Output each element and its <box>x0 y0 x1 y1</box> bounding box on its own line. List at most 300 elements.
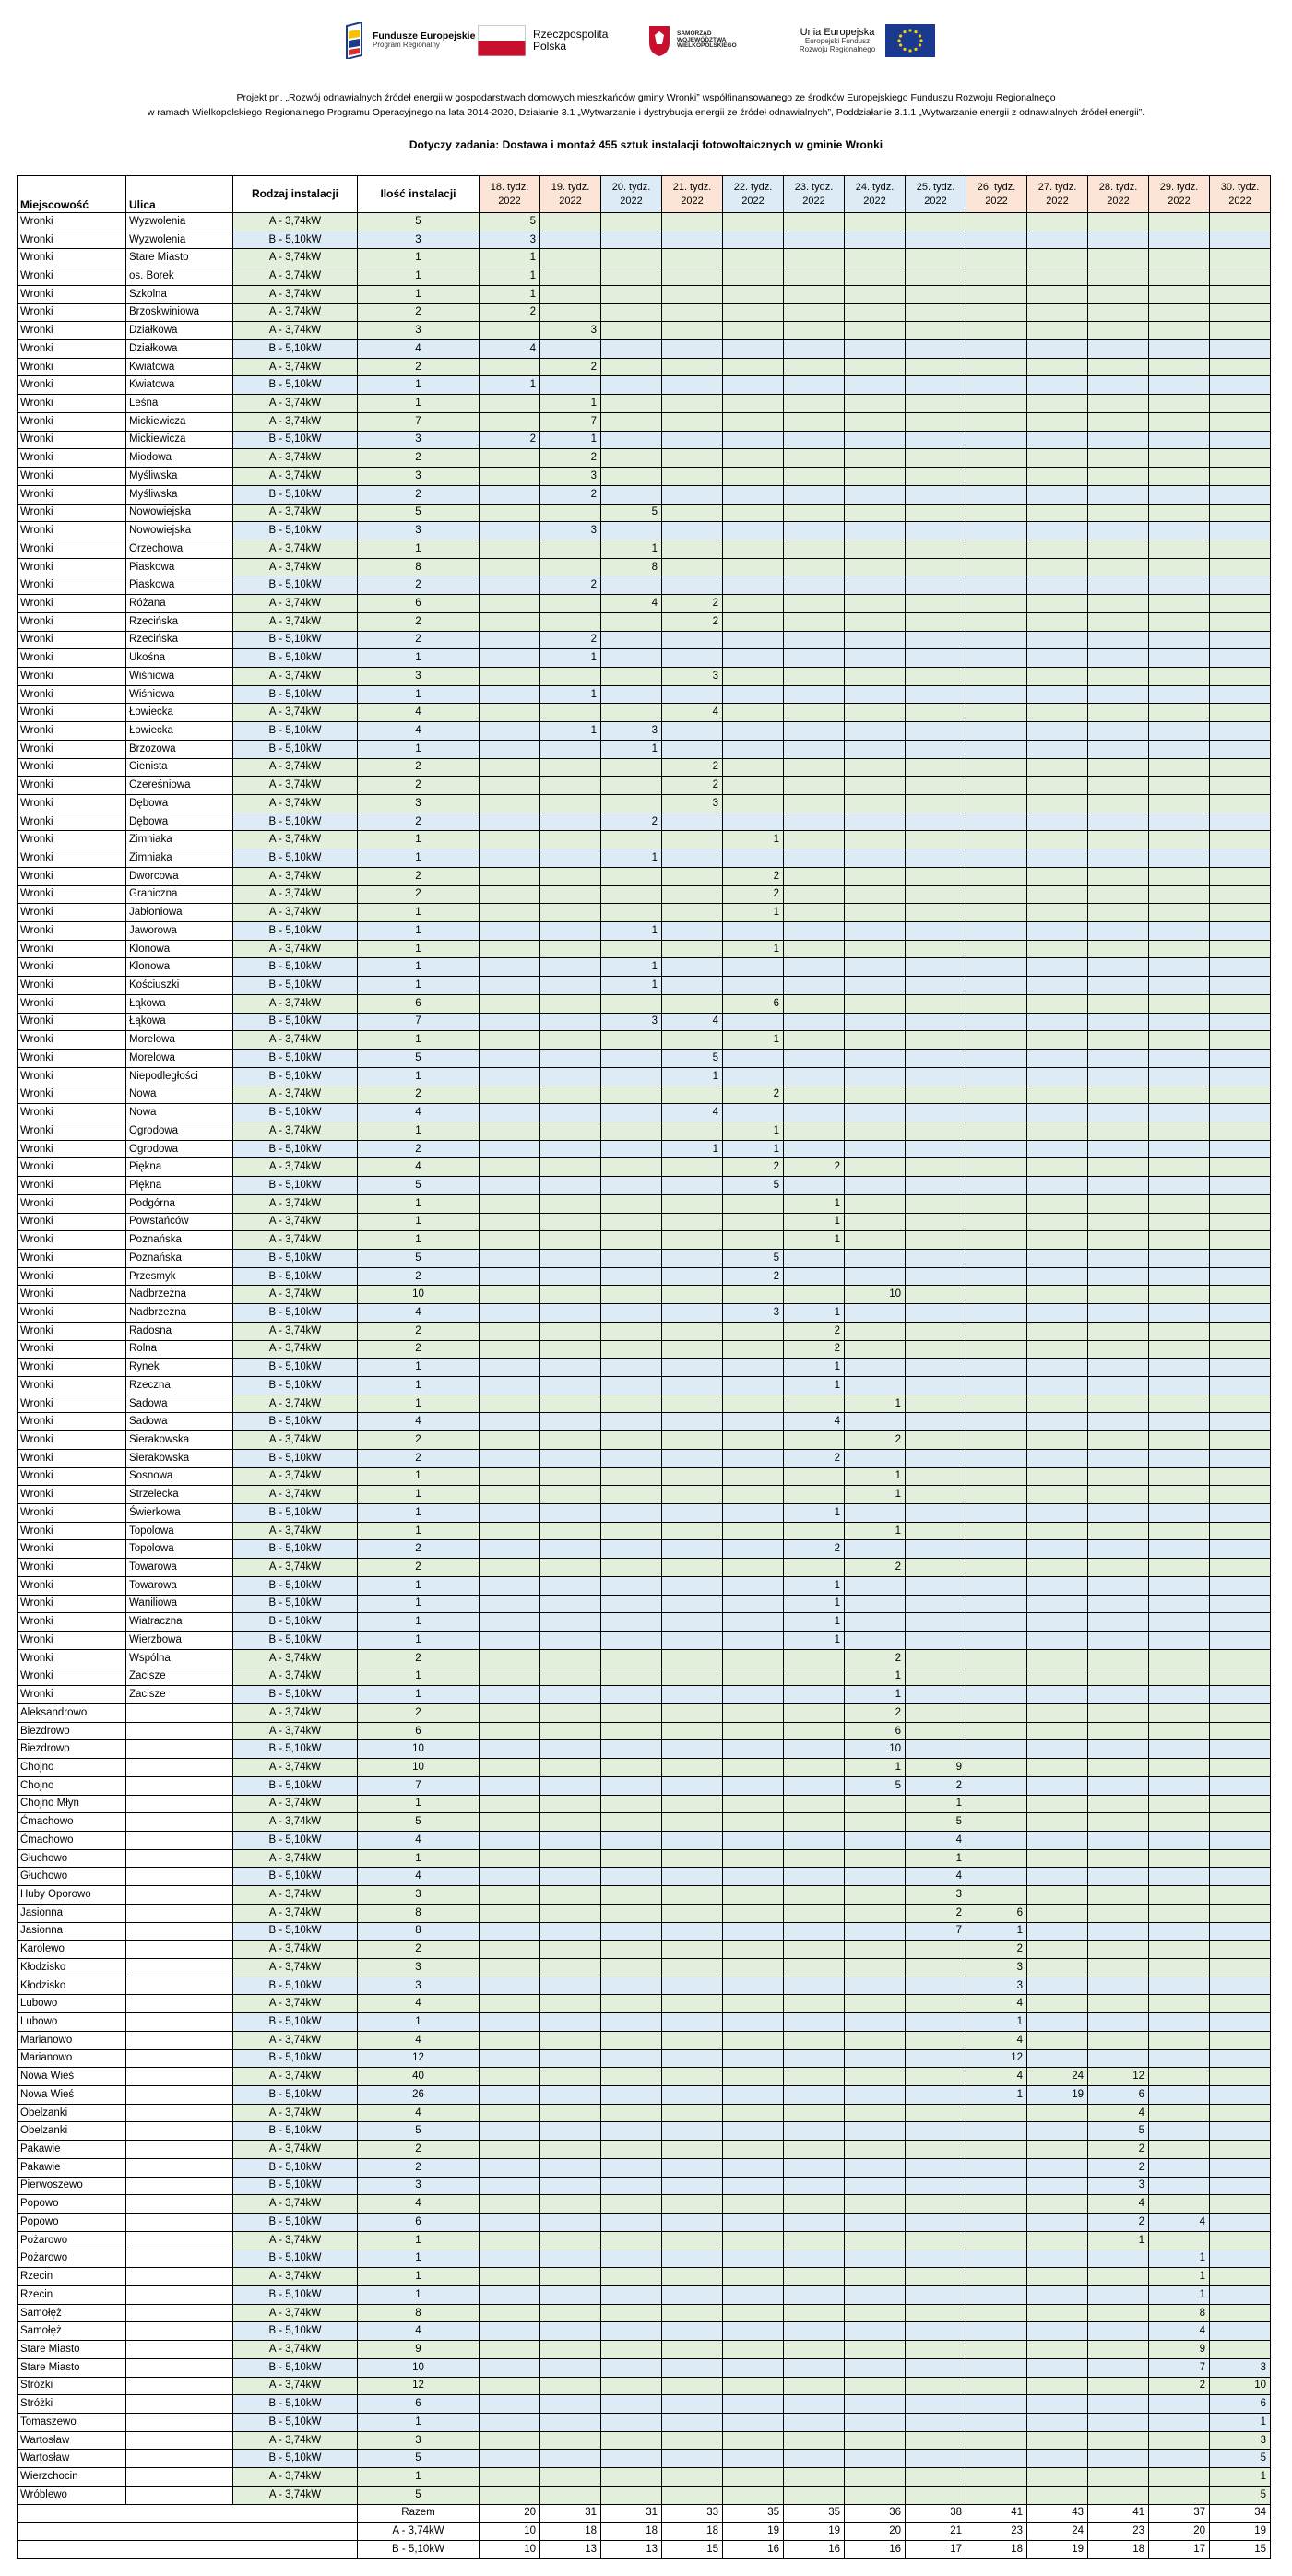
cell-town: Wartosław <box>18 2431 126 2450</box>
cell-week-value <box>601 1449 662 1467</box>
cell-week-value <box>601 1886 662 1905</box>
cell-week-value: 3 <box>480 231 540 249</box>
logo-title: Fundusze Europejskie <box>373 30 476 42</box>
cell-qty: 5 <box>358 2486 480 2504</box>
cell-week-value <box>906 340 966 359</box>
cell-week-value <box>966 1050 1027 1068</box>
cell-week-value <box>906 303 966 322</box>
cell-week-value <box>540 2158 601 2177</box>
cell-week-value <box>723 1050 784 1068</box>
cell-street <box>126 1904 233 1922</box>
table-row <box>18 795 1271 813</box>
table-row <box>18 849 1271 868</box>
cell-week-value: 1 <box>906 1795 966 1813</box>
cell-week-value <box>966 831 1027 849</box>
cell-week-value <box>723 2377 784 2395</box>
cell-week-value <box>723 504 784 522</box>
cell-week-value <box>723 1668 784 1686</box>
cell-week-value <box>966 431 1027 449</box>
cell-week-value: 1 <box>845 1467 906 1486</box>
header-week: 28. tydz. 2022 <box>1088 176 1149 213</box>
cell-week-value <box>966 1213 1027 1231</box>
cell-week-value <box>845 1177 906 1195</box>
cell-week-value: 2 <box>601 813 662 831</box>
cell-week-value <box>906 595 966 613</box>
cell-week-value <box>966 1632 1027 1650</box>
cell-week-value <box>1149 2158 1210 2177</box>
cell-week-value <box>1088 1104 1149 1122</box>
cell-qty: 3 <box>358 1886 480 1905</box>
cell-street: Łowiecka <box>126 704 233 722</box>
cell-week-value <box>1210 468 1271 486</box>
cell-week-value <box>1149 631 1210 649</box>
cell-week-value <box>845 485 906 504</box>
cell-town: Stróżki <box>18 2395 126 2414</box>
cell-week-value <box>601 1776 662 1795</box>
cell-week-value <box>723 1540 784 1559</box>
cell-week-value <box>1088 2250 1149 2268</box>
cell-qty: 4 <box>358 722 480 741</box>
cell-week-value <box>906 1158 966 1177</box>
cell-week-value <box>1210 904 1271 922</box>
cell-week-value <box>540 1431 601 1450</box>
cell-week-value <box>1088 322 1149 340</box>
cell-street: Morelowa <box>126 1050 233 1068</box>
cell-week-value <box>662 213 723 231</box>
cell-week-value: 2 <box>1149 2377 1210 2395</box>
cell-town: Wronki <box>18 376 126 395</box>
cell-week-value <box>906 1649 966 1668</box>
cell-type: B - 5,10kW <box>233 1922 358 1941</box>
cell-type: A - 3,74kW <box>233 1886 358 1905</box>
cell-week-value <box>723 1904 784 1922</box>
cell-street <box>126 2450 233 2468</box>
cell-week-value <box>906 1540 966 1559</box>
table-row <box>18 1486 1271 1504</box>
cell-week-value <box>906 1467 966 1486</box>
cell-week-value <box>723 1104 784 1122</box>
cell-week-value <box>1149 2122 1210 2141</box>
cell-week-value <box>601 1158 662 1177</box>
cell-week-value <box>540 1031 601 1050</box>
cell-week-value <box>480 2031 540 2049</box>
cell-week-value <box>1027 1649 1088 1668</box>
cell-street <box>126 1703 233 1722</box>
cell-week-value <box>540 1559 601 1577</box>
cell-week-value <box>784 231 845 249</box>
cell-week-value <box>662 1559 723 1577</box>
cell-week-value <box>540 1286 601 1304</box>
cell-week-value <box>1088 1759 1149 1777</box>
cell-week-value <box>1210 358 1271 376</box>
cell-street: Leśna <box>126 395 233 413</box>
cell-week-value <box>1210 940 1271 958</box>
cell-week-value <box>540 1722 601 1740</box>
cell-week-value: 1 <box>1210 2413 1271 2431</box>
table-row <box>18 2285 1271 2304</box>
cell-week-value <box>1088 1013 1149 1031</box>
cell-week-value <box>662 1540 723 1559</box>
cell-week-value <box>723 612 784 631</box>
cell-type: A - 3,74kW <box>233 2341 358 2359</box>
cell-week-value <box>1210 1959 1271 1977</box>
cell-town: Wronki <box>18 1522 126 1540</box>
cell-town: Wronki <box>18 1231 126 1250</box>
cell-week-value <box>1210 1759 1271 1777</box>
cell-week-value <box>1210 267 1271 286</box>
summary-row <box>18 2541 1271 2559</box>
cell-qty: 6 <box>358 595 480 613</box>
cell-street: Rolna <box>126 1340 233 1359</box>
cell-week-value <box>1149 1086 1210 1104</box>
cell-week-value <box>480 1486 540 1504</box>
cell-week-value <box>540 940 601 958</box>
cell-week-value <box>480 849 540 868</box>
summary-week-value: 20 <box>480 2504 540 2523</box>
cell-week-value <box>1088 2486 1149 2504</box>
cell-week-value <box>784 758 845 777</box>
cell-week-value <box>540 285 601 303</box>
cell-type: A - 3,74kW <box>233 1959 358 1977</box>
cell-week-value <box>601 1632 662 1650</box>
cell-town: Kłodzisko <box>18 1977 126 1995</box>
cell-week-value: 2 <box>723 1267 784 1286</box>
cell-week-value <box>1027 740 1088 758</box>
cell-street <box>126 2049 233 2068</box>
cell-week-value <box>1149 2395 1210 2414</box>
table-row <box>18 2431 1271 2450</box>
cell-week-value <box>601 2214 662 2232</box>
cell-week-value: 12 <box>1088 2068 1149 2086</box>
cell-week-value <box>480 1522 540 1540</box>
cell-week-value <box>966 1759 1027 1777</box>
cell-week-value <box>1088 2413 1149 2431</box>
cell-type: A - 3,74kW <box>233 1122 358 1140</box>
cell-town: Wronki <box>18 249 126 267</box>
table-row <box>18 1267 1271 1286</box>
cell-week-value <box>966 1304 1027 1323</box>
cell-week-value <box>540 1922 601 1941</box>
cell-week-value <box>1088 358 1149 376</box>
cell-type: A - 3,74kW <box>233 1194 358 1213</box>
cell-street <box>126 2468 233 2487</box>
cell-week-value <box>1027 2486 1088 2504</box>
cell-week-value <box>540 1540 601 1559</box>
cell-week-value <box>1027 1140 1088 1158</box>
cell-week-value <box>480 449 540 468</box>
cell-week-value <box>662 2322 723 2341</box>
cell-week-value <box>1088 1304 1149 1323</box>
cell-week-value <box>601 1941 662 1959</box>
cell-week-value <box>784 1849 845 1868</box>
cell-week-value <box>1088 1977 1149 1995</box>
cell-type: B - 5,10kW <box>233 2177 358 2195</box>
cell-week-value: 3 <box>1210 2431 1271 2450</box>
cell-week-value <box>723 1795 784 1813</box>
cell-week-value <box>601 1540 662 1559</box>
cell-week-value <box>966 504 1027 522</box>
cell-week-value <box>1088 867 1149 885</box>
cell-week-value <box>1088 395 1149 413</box>
cell-week-value <box>480 2013 540 2032</box>
cell-week-value: 4 <box>784 1413 845 1431</box>
cell-week-value <box>480 1703 540 1722</box>
cell-week-value <box>966 649 1027 668</box>
cell-week-value <box>480 1904 540 1922</box>
cell-week-value <box>845 1995 906 2013</box>
cell-type: B - 5,10kW <box>233 1050 358 1068</box>
cell-type: B - 5,10kW <box>233 1613 358 1632</box>
cell-qty: 7 <box>358 1013 480 1031</box>
cell-week-value <box>723 2250 784 2268</box>
cell-week-value: 1 <box>845 1395 906 1413</box>
cell-week-value <box>966 1177 1027 1195</box>
cell-week-value <box>966 958 1027 977</box>
cell-week-value <box>784 303 845 322</box>
cell-week-value <box>784 576 845 595</box>
cell-type: A - 3,74kW <box>233 777 358 795</box>
table-row <box>18 2104 1271 2122</box>
cell-week-value <box>966 1449 1027 1467</box>
cell-week-value <box>1210 922 1271 941</box>
cell-week-value <box>1210 522 1271 540</box>
cell-week-value <box>1088 1740 1149 1759</box>
cell-week-value <box>1210 1467 1271 1486</box>
cell-qty: 1 <box>358 1031 480 1050</box>
cell-week-value <box>845 2285 906 2304</box>
cell-week-value <box>540 612 601 631</box>
cell-week-value <box>784 2250 845 2268</box>
cell-week-value <box>662 1977 723 1995</box>
cell-week-value <box>906 1504 966 1523</box>
cell-town: Marianowo <box>18 2031 126 2049</box>
cell-week-value <box>966 722 1027 741</box>
cell-week-value <box>601 2358 662 2377</box>
cell-town: Chojno <box>18 1776 126 1795</box>
cell-week-value <box>1088 1213 1149 1231</box>
cell-street <box>126 2268 233 2286</box>
cell-week-value <box>784 904 845 922</box>
cell-type: A - 3,74kW <box>233 2068 358 2086</box>
table-row <box>18 1449 1271 1467</box>
table-row <box>18 1304 1271 1323</box>
table-row <box>18 740 1271 758</box>
cell-street <box>126 2122 233 2141</box>
cell-type: A - 3,74kW <box>233 468 358 486</box>
cell-town: Wronki <box>18 831 126 849</box>
cell-week-value <box>1149 1067 1210 1086</box>
cell-week-value <box>1149 1304 1210 1323</box>
cell-qty: 2 <box>358 813 480 831</box>
cell-week-value <box>723 1613 784 1632</box>
cell-week-value <box>1149 1377 1210 1395</box>
cell-street: Nowowiejska <box>126 522 233 540</box>
cell-week-value <box>845 2141 906 2159</box>
cell-week-value <box>662 885 723 904</box>
cell-week-value <box>1149 231 1210 249</box>
cell-week-value <box>540 1140 601 1158</box>
cell-week-value <box>480 2141 540 2159</box>
cell-week-value <box>1088 1795 1149 1813</box>
cell-week-value <box>1088 1632 1149 1650</box>
cell-week-value <box>906 1194 966 1213</box>
cell-week-value: 2 <box>723 885 784 904</box>
cell-town: Wronki <box>18 1122 126 1140</box>
cell-qty: 2 <box>358 1140 480 1158</box>
cell-week-value <box>540 2341 601 2359</box>
cell-week-value <box>1027 213 1088 231</box>
cell-qty: 2 <box>358 1267 480 1286</box>
cell-week-value <box>1210 1067 1271 1086</box>
cell-week-value: 2 <box>845 1431 906 1450</box>
cell-week-value <box>1088 2468 1149 2487</box>
cell-week-value <box>662 1886 723 1905</box>
cell-week-value <box>1088 1486 1149 1504</box>
cell-week-value: 1 <box>601 740 662 758</box>
cell-type: B - 5,10kW <box>233 631 358 649</box>
cell-week-value <box>662 1340 723 1359</box>
cell-week-value: 2 <box>784 1158 845 1177</box>
cell-week-value <box>662 1613 723 1632</box>
cell-week-value <box>1027 2304 1088 2322</box>
cell-type: A - 3,74kW <box>233 2431 358 2450</box>
cell-week-value: 1 <box>540 685 601 704</box>
cell-street: Ogrodowa <box>126 1140 233 1158</box>
summary-label: A - 3,74kW <box>358 2523 480 2541</box>
cell-week-value <box>601 1668 662 1686</box>
cell-qty: 1 <box>358 285 480 303</box>
cell-week-value: 6 <box>845 1722 906 1740</box>
cell-qty: 1 <box>358 2413 480 2431</box>
cell-week-value <box>662 1431 723 1450</box>
cell-week-value <box>966 1467 1027 1486</box>
cell-week-value <box>662 1959 723 1977</box>
cell-type: A - 3,74kW <box>233 940 358 958</box>
cell-week-value <box>601 2285 662 2304</box>
cell-week-value <box>662 849 723 868</box>
cell-qty: 40 <box>358 2068 480 2086</box>
cell-week-value <box>480 2304 540 2322</box>
cell-week-value <box>601 1686 662 1704</box>
cell-qty: 2 <box>358 576 480 595</box>
cell-week-value <box>906 213 966 231</box>
cell-week-value <box>662 1632 723 1650</box>
cell-week-value <box>784 340 845 359</box>
cell-week-value <box>1088 1177 1149 1195</box>
cell-week-value <box>845 576 906 595</box>
table-row <box>18 2322 1271 2341</box>
cell-week-value <box>1088 2358 1149 2377</box>
project-description <box>0 90 1292 120</box>
cell-week-value <box>601 485 662 504</box>
cell-week-value <box>1027 831 1088 849</box>
cell-week-value <box>723 1686 784 1704</box>
cell-qty: 4 <box>358 1831 480 1849</box>
cell-street <box>126 1868 233 1886</box>
cell-week-value <box>845 704 906 722</box>
cell-week-value <box>1149 376 1210 395</box>
cell-week-value <box>723 231 784 249</box>
cell-week-value <box>845 2304 906 2322</box>
cell-type: A - 3,74kW <box>233 285 358 303</box>
cell-qty: 1 <box>358 1686 480 1704</box>
cell-week-value <box>480 958 540 977</box>
cell-type: A - 3,74kW <box>233 1286 358 1304</box>
cell-week-value <box>1210 1686 1271 1704</box>
cell-week-value <box>480 468 540 486</box>
cell-type: A - 3,74kW <box>233 1795 358 1813</box>
cell-town: Ćmachowo <box>18 1831 126 1849</box>
cell-week-value <box>1149 777 1210 795</box>
cell-week-value <box>1149 1649 1210 1668</box>
cell-street: Dębowa <box>126 813 233 831</box>
table-row <box>18 685 1271 704</box>
cell-week-value <box>480 813 540 831</box>
cell-week-value <box>906 376 966 395</box>
cell-town: Wronki <box>18 740 126 758</box>
cell-town: Wronki <box>18 303 126 322</box>
cell-week-value <box>966 2486 1027 2504</box>
cell-week-value <box>723 1213 784 1231</box>
cell-town: Wronki <box>18 1050 126 1068</box>
table-row <box>18 504 1271 522</box>
cell-week-value <box>601 2486 662 2504</box>
cell-type: B - 5,10kW <box>233 2395 358 2414</box>
cell-week-value <box>784 1959 845 1977</box>
cell-town: Wronki <box>18 904 126 922</box>
cell-week-value <box>966 213 1027 231</box>
cell-week-value <box>1149 2486 1210 2504</box>
table-row <box>18 449 1271 468</box>
cell-street <box>126 1849 233 1868</box>
cell-week-value: 4 <box>480 340 540 359</box>
cell-week-value <box>845 249 906 267</box>
cell-street: Czereśniowa <box>126 777 233 795</box>
cell-week-value <box>1149 1576 1210 1595</box>
cell-town: Wronki <box>18 1576 126 1595</box>
cell-week-value <box>480 504 540 522</box>
cell-type: A - 3,74kW <box>233 2304 358 2322</box>
table-row <box>18 994 1271 1013</box>
cell-week-value: 2 <box>784 1340 845 1359</box>
cell-week-value <box>784 1177 845 1195</box>
cell-week-value <box>723 558 784 576</box>
cell-week-value <box>845 2231 906 2250</box>
summary-row <box>18 2523 1271 2541</box>
cell-week-value <box>601 831 662 849</box>
cell-week-value <box>1027 1359 1088 1377</box>
cell-week-value <box>480 2086 540 2105</box>
cell-week-value <box>1149 213 1210 231</box>
cell-week-value: 2 <box>1088 2141 1149 2159</box>
cell-week-value <box>906 722 966 741</box>
cell-week-value <box>966 1649 1027 1668</box>
cell-street: Rzecińska <box>126 631 233 649</box>
cell-week-value <box>1027 1959 1088 1977</box>
cell-week-value <box>784 504 845 522</box>
cell-week-value <box>1088 1359 1149 1377</box>
cell-week-value <box>662 649 723 668</box>
cell-week-value <box>845 667 906 685</box>
cell-week-value <box>480 1177 540 1195</box>
cell-week-value <box>480 867 540 885</box>
cell-week-value <box>480 1504 540 1523</box>
cell-week-value <box>1027 1395 1088 1413</box>
cell-week-value <box>723 1632 784 1650</box>
cell-type: A - 3,74kW <box>233 2031 358 2049</box>
cell-week-value <box>906 485 966 504</box>
cell-week-value <box>784 1486 845 1504</box>
